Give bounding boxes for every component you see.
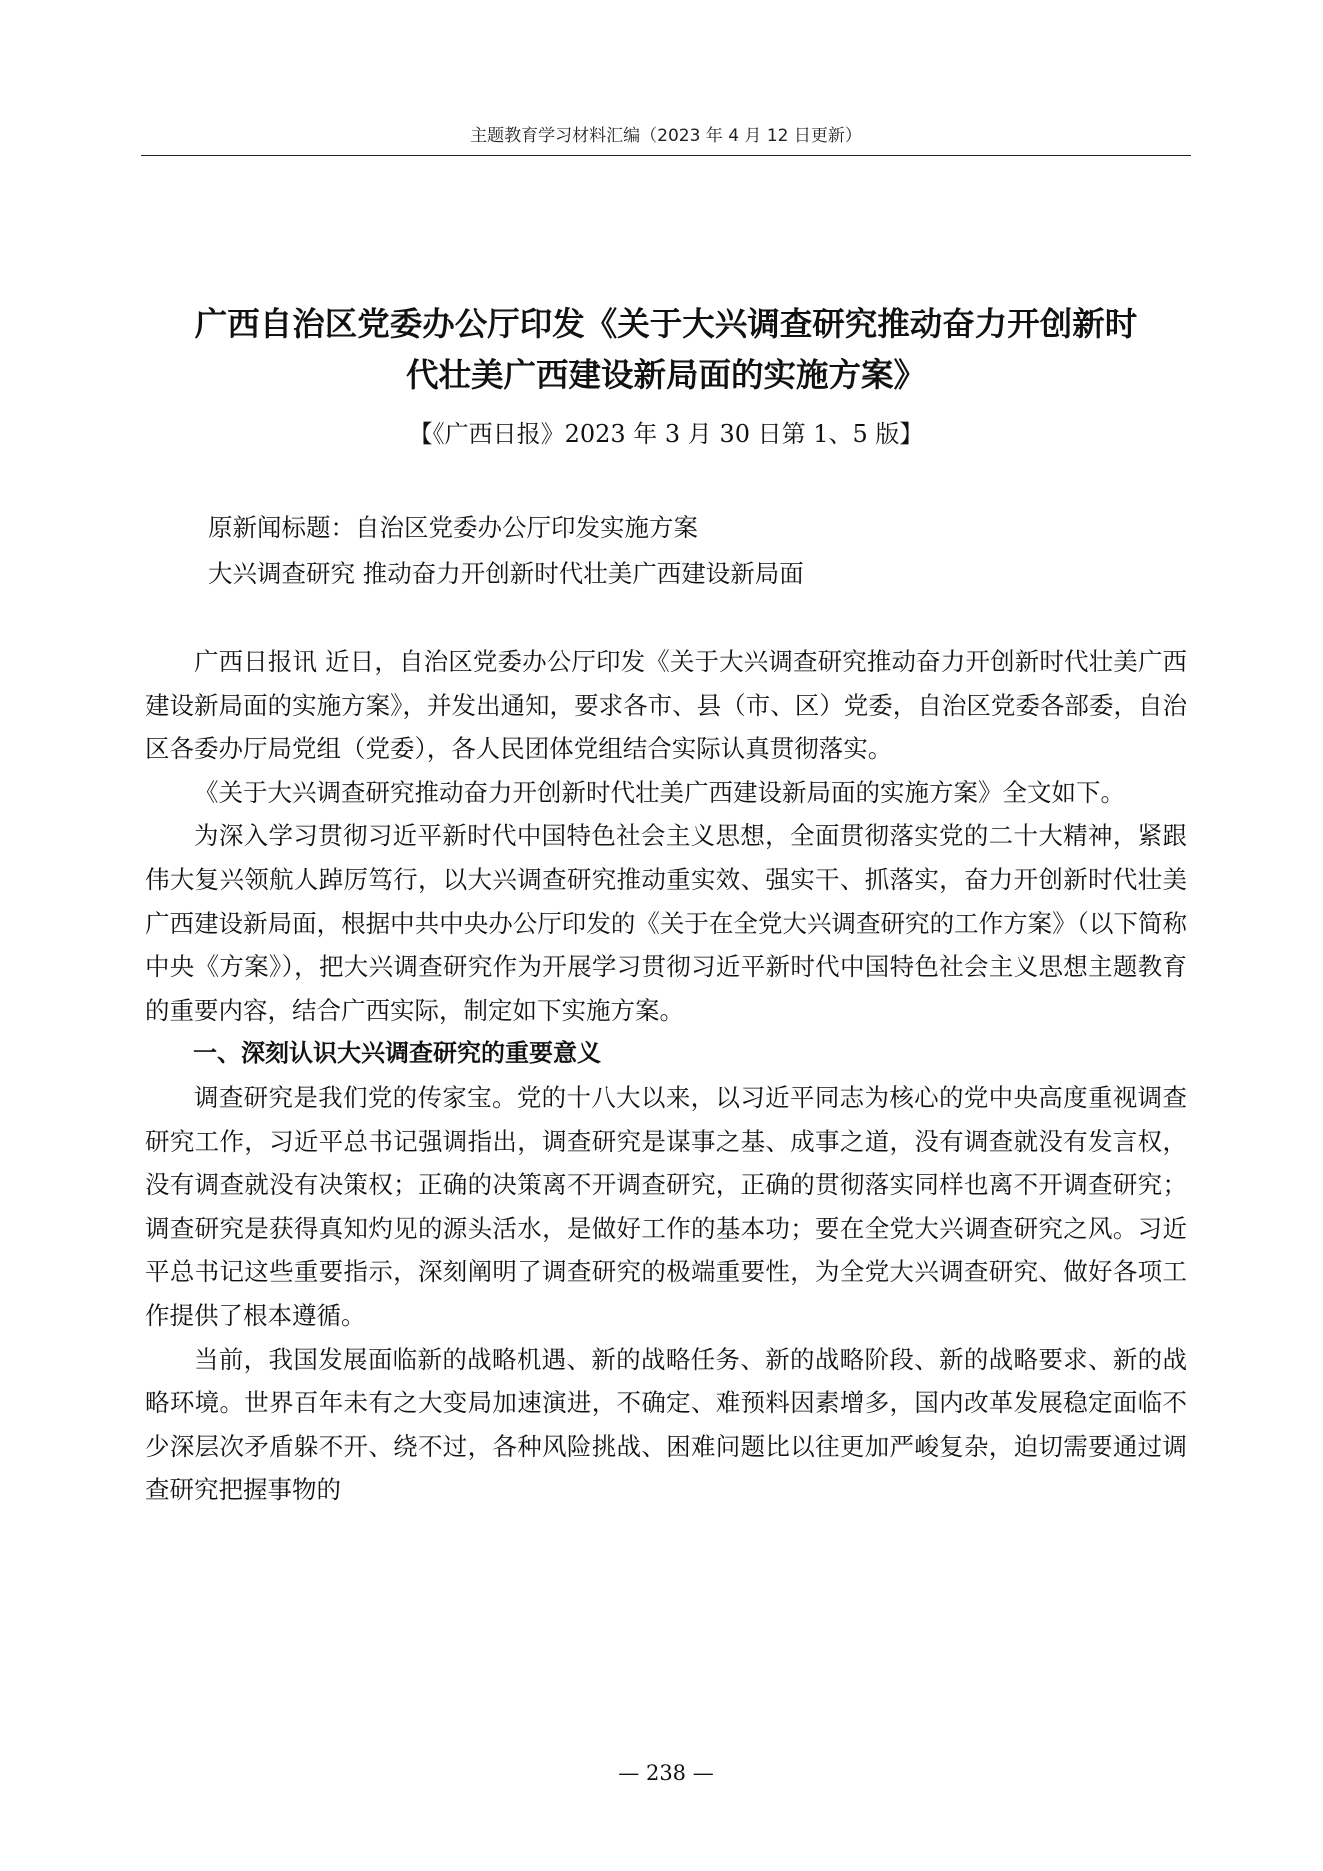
original-title-line-1: 原新闻标题：自治区党委办公厅印发实施方案 — [208, 513, 698, 542]
paragraph-current-situation: 当前，我国发展面临新的战略机遇、新的战略任务、新的战略阶段、新的战略要求、新的战略环境。世界百年未有之大变局加速演进，不确定、难预料因素增多，国内改革发展稳定面临不少深层次矛盾躲不开、绕不过，各种风险挑战、困难问题比以往更加严峻复杂，迫切需要通过调查研究把握事物的 — [145, 1344, 1187, 1505]
paragraph-purpose: 为深入学习贯彻习近平新时代中国特色社会主义思想，全面贯彻落实党的二十大精神，紧跟伟大复兴领航人踔厉笃行，以大兴调查研究推动重实效、强实干、抓落实，奋力开创新时代壮美广西建设新局面，根据中共中央办公厅印发的《关于在全党大兴调查研究的工作方案》（以下简称中央《方案》），把大兴调查研究作为开展学习贯彻习近平新时代中国特色社会主义思想主题教育的重要内容，结合广西实际，制定如下实施方案。 — [145, 821, 1187, 1025]
paragraph-full-text-intro: 《关于大兴调查研究推动奋力开创新时代壮美广西建设新局面的实施方案》全文如下。 — [194, 777, 1125, 807]
source-citation: 【《广西日报》2023 年 3 月 30 日第 1、5 版】 — [408, 420, 924, 448]
paragraph-significance: 调查研究是我们党的传家宝。党的十八大以来，以习近平同志为核心的党中央高度重视调查研究工作，习近平总书记强调指出，调查研究是谋事之基、成事之道，没有调查就没有发言权，没有调查就没有决策权；正确的决策离不开调查研究，正确的贯彻落实同样也离不开调查研究；调查研究是获得真知灼见的源头活水，是做好工作的基本功；要在全党大兴调查研究之风。习近平总书记这些重要指示，深刻阐明了调查研究的极端重要性，为全党大兴调查研究、做好各项工作提供了根本遵循。 — [145, 1082, 1187, 1330]
page-number: — 238 — — [618, 1761, 714, 1785]
running-header: 主题教育学习材料汇编（2023 年 4 月 12 日更新） — [470, 126, 862, 146]
article-title-line-1: 广西自治区党委办公厅印发《关于大兴调查研究推动奋力开创新时 — [194, 304, 1138, 343]
original-title-line-2: 大兴调查研究 推动奋力开创新时代壮美广西建设新局面 — [208, 559, 804, 588]
paragraph-news-lead: 广西日报讯 近日，自治区党委办公厅印发《关于大兴调查研究推动奋力开创新时代壮美广西建设新局面的实施方案》，并发出通知，要求各市、县（市、区）党委，自治区党委各部委，自治区各委办厅局党组（党委），各人民团体党组结合实际认真贯彻落实。 — [145, 647, 1187, 764]
header-rule — [141, 155, 1191, 156]
article-body — [145, 640, 1187, 1512]
article-title — [141, 298, 1191, 400]
article-title-line-2: 代壮美广西建设新局面的实施方案》 — [405, 355, 926, 394]
section-heading-1: 一、深刻认识大兴调查研究的重要意义 — [193, 1039, 601, 1068]
